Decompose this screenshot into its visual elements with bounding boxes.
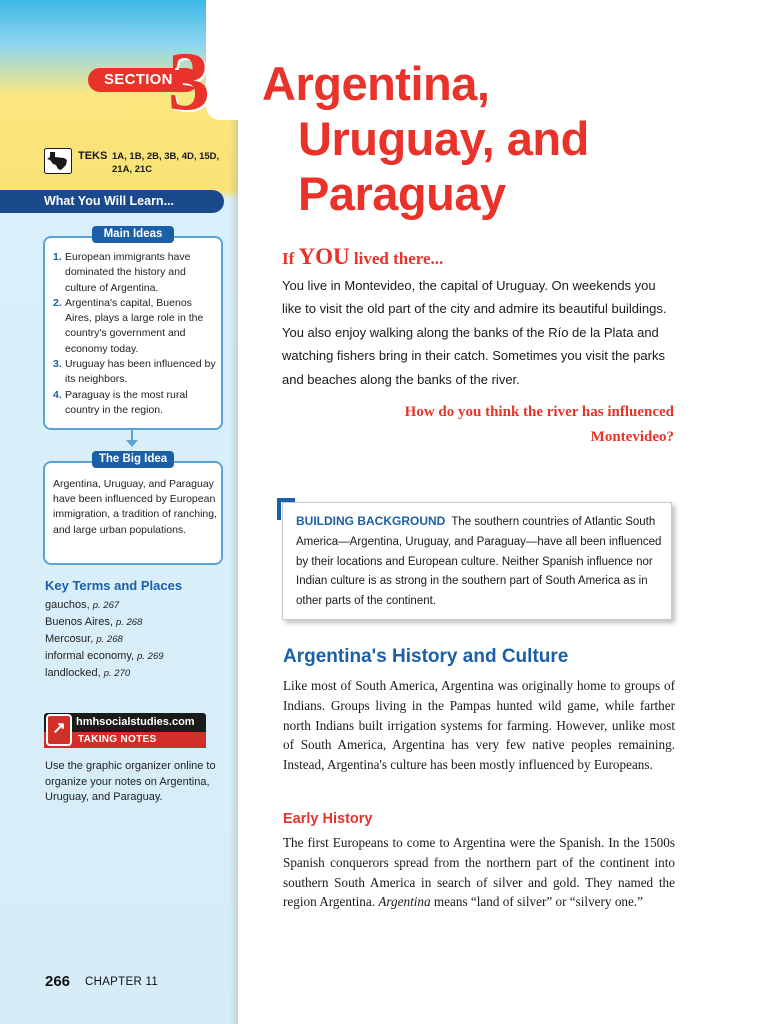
page-title <box>262 56 589 221</box>
main-idea-item: 4. Paraguay is the most rural country in the region. <box>53 388 188 416</box>
key-terms-title: Key Terms and Places <box>45 578 183 593</box>
body-paragraph: The first Europeans to come to Argentina were the Spanish. In the 1500s Spanish conquerors spread from the northern part of the continent into southern South America in search of silver and gold. They named the region Argentina. Argentina means “land of silver” or “silvery one.” <box>283 835 675 910</box>
chapter-label: CHAPTER 11 <box>85 976 159 988</box>
main-idea-item: 1. European immigrants have dominated the history and culture of Argentina. <box>53 251 191 294</box>
key-term-item: landlocked, p. 270 <box>45 667 131 679</box>
key-terms-list <box>45 597 225 682</box>
main-ideas-box <box>43 236 223 430</box>
arrow-down-icon <box>126 440 138 447</box>
section-number: 3 <box>168 35 210 128</box>
main-idea-item: 3. Uruguay has been influenced by its neighbors. <box>53 358 216 386</box>
building-background-text: BUILDING BACKGROUND The southern countries of Atlantic South America—Argentina, Uruguay, and Paraguay—have all been influenced by their locations and European culture. Neither Spanish influence nor Indian culture is as strong in the southern part of South America as in other parts of the continent. <box>296 514 662 608</box>
box-accent <box>277 498 281 520</box>
if-you-lived-there-text: You live in Montevideo, the capital of Uruguay. On weekends you like to visit the old part of the city and admire its beautiful buildings. You also enjoy walking along the banks of the Río de la Plata and watching fishers bring in their catch. Sometimes you visit the parks and beaches along the banks of the river. <box>282 278 667 387</box>
building-background-label: BUILDING BACKGROUND <box>296 514 446 528</box>
subsection-heading: Early History <box>283 811 373 827</box>
body-paragraph: Like most of South America, Argentina was originally home to groups of Indians. Groups living in the Pampas hunted wild game, while farther north Indians built irrigation systems for farming. However, unlike most of South America, Argentina has very few native peoples remaining. Instead, Argentina's culture has been mostly influenced by Europeans. <box>283 678 675 773</box>
taking-notes-text: Use the graphic organizer online to organize your notes on Argentina, Uruguay, and Paraguay. <box>45 760 216 803</box>
main-ideas-title: Main Ideas <box>92 226 174 243</box>
main-ideas-list <box>53 250 217 418</box>
taking-notes-label[interactable]: TAKING NOTES <box>44 732 206 748</box>
hmh-taking-notes-link[interactable] <box>44 713 206 751</box>
teks-codes: 1A, 1B, 2B, 3B, 4D, 15D, 21A, 21C <box>112 151 220 175</box>
key-term-item: informal economy, p. 269 <box>45 650 164 662</box>
big-idea-title: The Big Idea <box>92 451 174 468</box>
external-link-arrow-icon: ↗ <box>46 714 72 746</box>
key-term-item: Buenos Aires, p. 268 <box>45 616 143 628</box>
teks-label: TEKS <box>78 150 108 162</box>
title-line: Argentina, <box>262 57 490 110</box>
key-term-item: Mercosur, p. 268 <box>45 633 123 645</box>
big-idea-text: Argentina, Uruguay, and Paraguay have been influenced by European immigration, a tradition of ranching, and large urban populations. <box>53 478 217 536</box>
if-you-lived-there-heading: If YOU lived there... <box>282 244 444 269</box>
section-label: SECTION <box>88 68 198 92</box>
what-you-will-learn-banner: What You Will Learn... <box>0 190 224 213</box>
key-term-item: gauchos, p. 267 <box>45 599 120 611</box>
hmh-site-label[interactable]: hmhsocialstudies.com <box>44 713 206 732</box>
section-tab-background <box>206 0 238 120</box>
section-heading: Argentina's History and Culture <box>283 646 569 667</box>
teks-block <box>44 146 224 180</box>
title-line: Paraguay <box>298 167 506 220</box>
texas-map-icon <box>44 148 72 174</box>
page-number: 266 <box>45 973 71 990</box>
if-you-question: How do you think the river has influenced Montevideo? <box>404 404 674 445</box>
main-idea-item: 2. Argentina's capital, Buenos Aires, plays a large role in the country's government and economy today. <box>53 296 204 355</box>
big-idea-box <box>43 461 223 565</box>
title-line: Uruguay, and <box>298 112 589 165</box>
